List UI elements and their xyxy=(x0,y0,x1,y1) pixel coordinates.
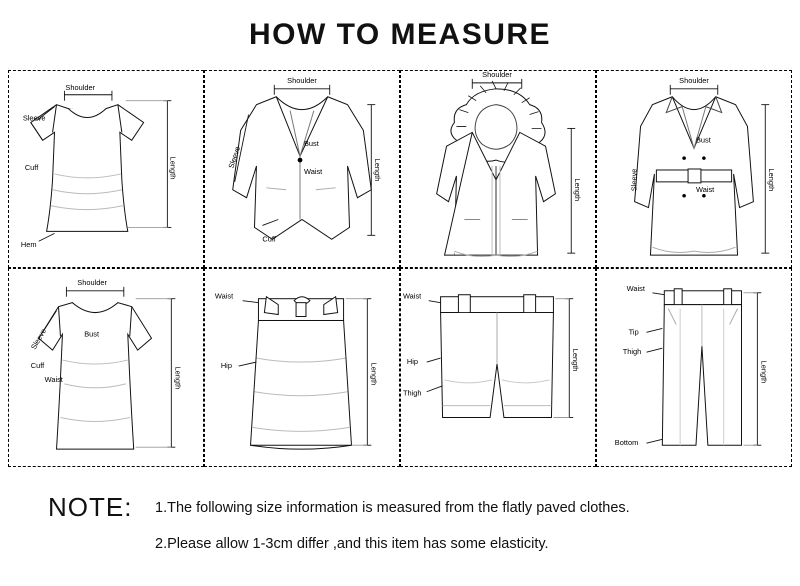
label-bust: Bust xyxy=(303,139,319,149)
label-waist: Waist xyxy=(44,374,63,384)
label-bust: Bust xyxy=(84,329,100,339)
label-waist: Waist xyxy=(402,291,422,301)
label-hip: Hip xyxy=(406,357,419,367)
cell-skirt xyxy=(204,268,400,467)
cell-shorts xyxy=(400,268,596,467)
label-shoulder: Shoulder xyxy=(482,71,512,79)
note-label: NOTE: xyxy=(48,492,133,522)
page-title: HOW TO MEASURE xyxy=(248,18,552,51)
label-length: Length xyxy=(573,178,583,202)
cell-pants xyxy=(596,268,792,467)
label-sleeve: Sleeve xyxy=(28,326,49,352)
label-thigh: Thigh xyxy=(622,347,642,357)
label-length: Length xyxy=(173,366,183,390)
label-cuff: Cuff xyxy=(24,162,39,172)
cell-dress xyxy=(8,268,204,467)
label-length: Length xyxy=(369,362,379,386)
cell-fur-coat xyxy=(400,70,596,268)
label-waist: Waist xyxy=(303,166,323,176)
note-line-2: 2.Please allow 1-3cm differ ,and this item has some elasticity. xyxy=(155,536,549,552)
label-length: Length xyxy=(373,158,383,182)
label-sleeve: Sleeve xyxy=(22,113,46,123)
label-length: Length xyxy=(571,348,581,372)
label-thigh: Thigh xyxy=(402,388,422,398)
label-sleeve: Sleeve xyxy=(629,168,639,192)
cell-trench-coat xyxy=(596,70,792,268)
label-shoulder: Shoulder xyxy=(65,82,96,92)
label-waist: Waist xyxy=(626,283,645,293)
note-line-1: 1.The following size information is measured from the flatly paved clothes. xyxy=(155,500,630,516)
cell-blazer xyxy=(204,70,400,268)
label-shoulder: Shoulder xyxy=(679,75,709,85)
label-waist: Waist xyxy=(695,184,715,194)
label-bottom: Bottom xyxy=(614,438,639,448)
label-length: Length xyxy=(759,360,769,384)
label-sleeve: Sleeve xyxy=(226,145,243,170)
label-length: Length xyxy=(767,168,777,192)
label-hem: Hem xyxy=(20,240,37,250)
label-length: Length xyxy=(168,156,178,180)
diagram-grid xyxy=(8,70,792,467)
label-cuff: Cuff xyxy=(30,360,45,370)
label-shoulder: Shoulder xyxy=(287,75,317,85)
label-shoulder: Shoulder xyxy=(77,277,107,287)
label-waist: Waist xyxy=(214,291,234,301)
cell-t-shirt xyxy=(8,70,204,268)
label-cuff: Cuff xyxy=(262,234,276,244)
label-tip: Tip xyxy=(628,327,639,337)
label-hip: Hip xyxy=(220,360,232,370)
label-bust: Bust xyxy=(695,135,711,145)
